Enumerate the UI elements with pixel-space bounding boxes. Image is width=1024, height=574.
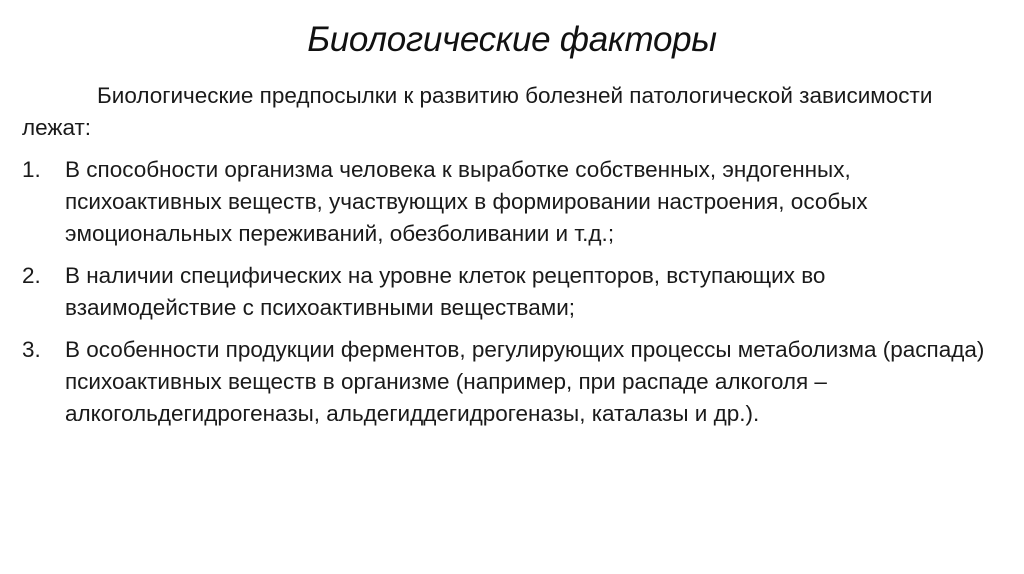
list-item-text: В особенности продукции ферментов, регулирующих процессы метаболизма (распада) психоактивных веществ в организме (например, при распаде алкоголя – алкогольдегидрогеназы, альдегиддегидрогеназы, каталазы и др.). — [65, 337, 985, 426]
factor-list — [22, 154, 997, 440]
list-item — [22, 260, 997, 324]
list-item-number: 1. — [22, 157, 41, 182]
list-item — [22, 334, 997, 430]
intro-paragraph: Биологические предпосылки к развитию болезней патологической зависимости лежат: — [22, 83, 933, 140]
list-item-number: 2. — [22, 263, 41, 288]
list-item-text: В способности организма человека к выработке собственных, эндогенных, психоактивных веществ, участвующих в формировании настроения, особых эмоциональных переживаний, обезболивании и т.д.; — [65, 157, 868, 246]
list-item — [22, 154, 997, 250]
list-item-text: В наличии специфических на уровне клеток рецепторов, вступающих во взаимодействие с психоактивными веществами; — [65, 263, 826, 320]
slide-title: Биологические факторы — [307, 20, 717, 59]
list-item-number: 3. — [22, 337, 41, 362]
